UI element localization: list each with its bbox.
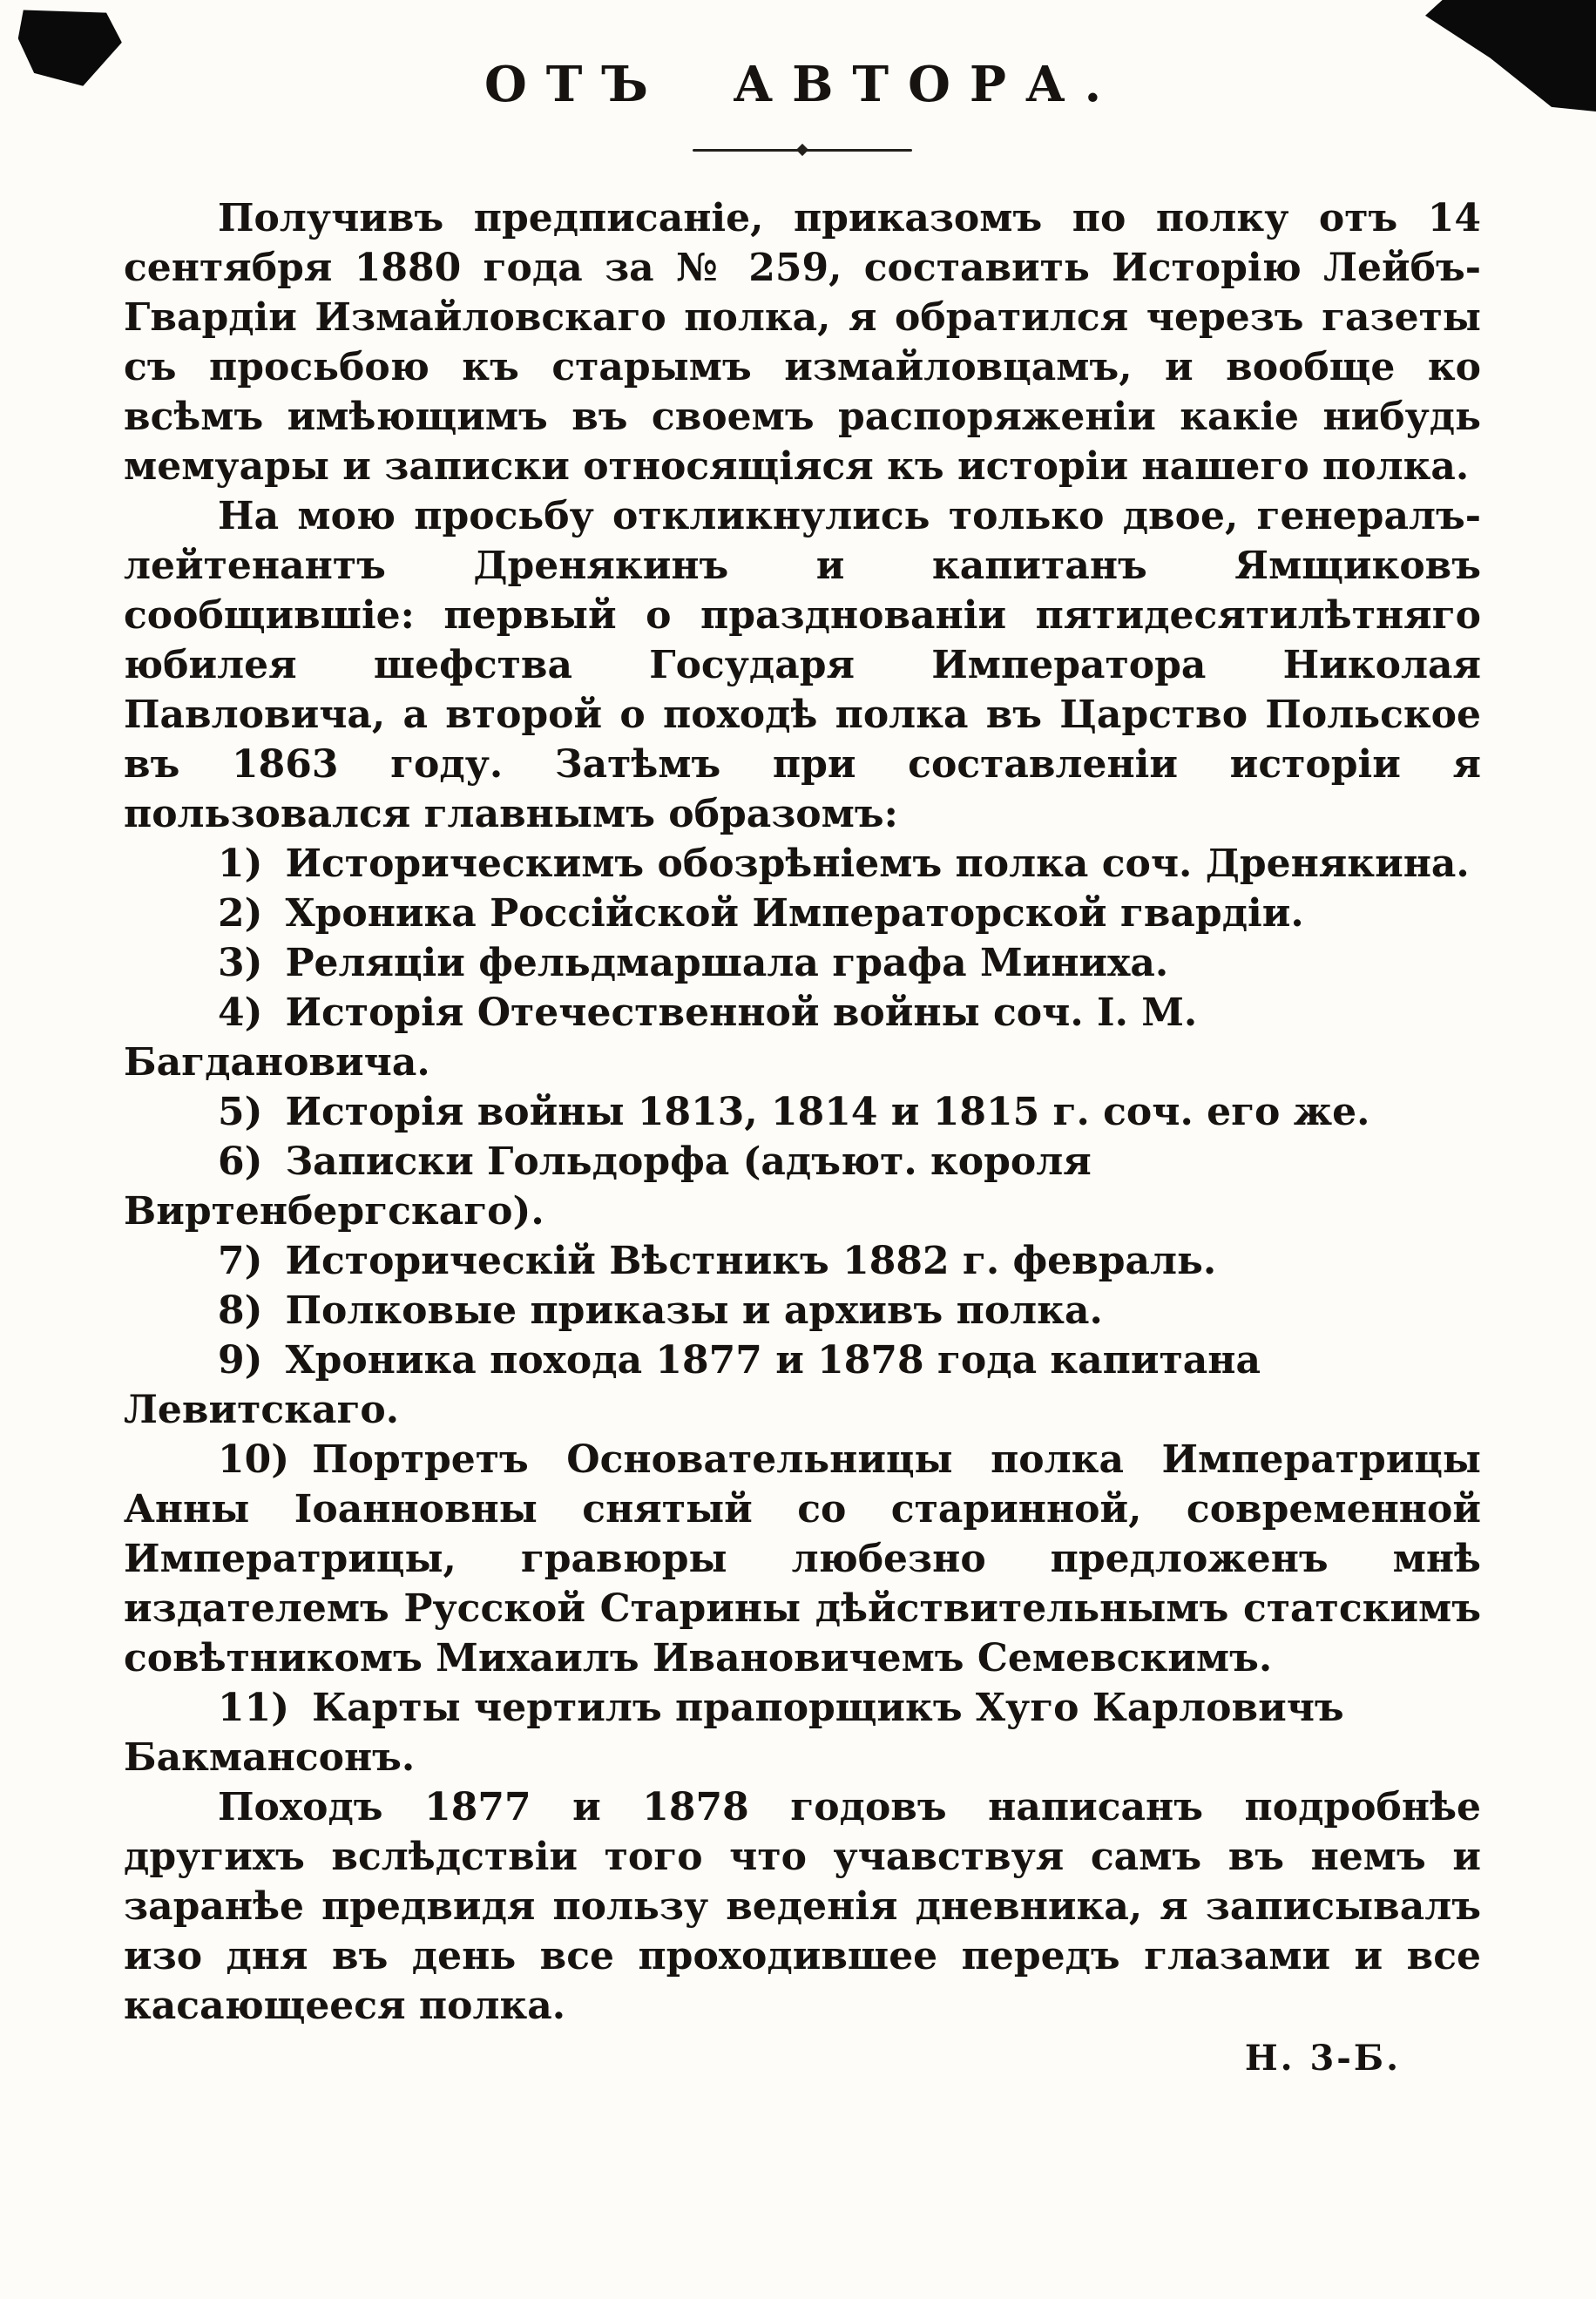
list-item-text: Историческимъ обозрѣніемъ полка соч. Дренякина.: [285, 842, 1470, 886]
list-item: [124, 1236, 1481, 1286]
list-item: [124, 1435, 1481, 1683]
list-item-text: Историческій Вѣстникъ 1882 г. февраль.: [285, 1239, 1217, 1283]
list-item: [124, 988, 1481, 1087]
list-item-number: 8): [218, 1288, 263, 1333]
list-item-number: 11): [218, 1686, 290, 1730]
list-item: [124, 1335, 1481, 1435]
list-item-number: 9): [218, 1338, 263, 1383]
list-item-text: Портретъ Основательницы полка Императрицы Анны Іоанновны снятый со старинной, современной Императрицы, гравюры любезно предложенъ мнѣ издателемъ Русской Старины дѣйствительнымъ статскимъ совѣтникомъ Михаилъ Ивановичемъ Семевскимъ.: [124, 1437, 1481, 1680]
list-item-text: Хроника похода 1877 и 1878 года капитана Левитскаго.: [124, 1338, 1261, 1432]
printer-signature: Н. 3-Б.: [1244, 2038, 1401, 2079]
list-item-number: 2): [218, 891, 263, 936]
ornamental-divider: [693, 145, 912, 155]
list-item: [124, 938, 1481, 988]
list-item-text: Исторія Отечественной войны соч. І. М. Багдановича.: [124, 991, 1198, 1085]
paragraph-intro: Получивъ предписаніе, приказомъ по полку отъ 14 сентября 1880 года за № 259, составить Исторію Лейбъ-Гвардіи Измайловскаго полка, я обратился черезъ газеты съ просьбою къ старымъ измайловцамъ, и вообще ко всѣмъ имѣющимъ въ своемъ распоряженіи какіе нибудь мемуары и записки относящіяся къ исторіи нашего полка.: [124, 196, 1481, 489]
scan-artifact-top-left: [15, 0, 125, 92]
list-item: [124, 839, 1481, 889]
list-item-text: Полковые приказы и архивъ полка.: [285, 1288, 1103, 1333]
list-item-text: Хроника Россійской Императорской гвардіи.: [285, 891, 1304, 936]
list-item-text: Исторія войны 1813, 1814 и 1815 г. соч. его же.: [285, 1090, 1370, 1134]
list-item-number: 1): [218, 842, 263, 886]
paragraph-sources: На мою просьбу откликнулись только двое, генералъ-лейтенантъ Дренякинъ и капитанъ Ямщиковъ сообщившіе: первый о празднованіи пятидесятилѣтняго юбилея шефства Государя Императора Николая Павловича, а второй о походѣ полка въ Царство Польское въ 1863 году. Затѣмъ при составленіи исторіи я пользовался главнымъ образомъ:: [124, 494, 1481, 836]
list-item-number: 4): [218, 991, 263, 1035]
list-item: [124, 1286, 1481, 1335]
list-item-number: 7): [218, 1239, 263, 1283]
list-item: [124, 1683, 1481, 1782]
list-item-text: Карты чертилъ прапорщикъ Хуго Карловичъ Бакмансонъ.: [124, 1686, 1344, 1780]
list-item: [124, 1137, 1481, 1236]
list-item-number: 5): [218, 1090, 263, 1134]
page-content: [124, 0, 1481, 2079]
body-text: [124, 193, 1481, 2031]
paragraph-closing: Походъ 1877 и 1878 годовъ написанъ подробнѣе другихъ вслѣдствіи того что учавствуя самъ въ немъ и заранѣе предвидя пользу веденія дневника, я записывалъ изо дня въ день все проходившее передъ глазами и все касающееся полка.: [124, 1785, 1481, 2028]
list-item: [124, 889, 1481, 938]
list-item-text: Записки Гольдорфа (адъют. короля Виртенбергскаго).: [124, 1139, 1092, 1234]
list-item-text: Реляціи фельдмаршала графа Миниха.: [285, 941, 1169, 985]
list-item-number: 10): [218, 1437, 290, 1482]
list-item: [124, 1087, 1481, 1137]
page-title: ОТЪ АВТОРА.: [484, 56, 1121, 113]
list-item-number: 6): [218, 1139, 263, 1184]
list-item-number: 3): [218, 941, 263, 985]
